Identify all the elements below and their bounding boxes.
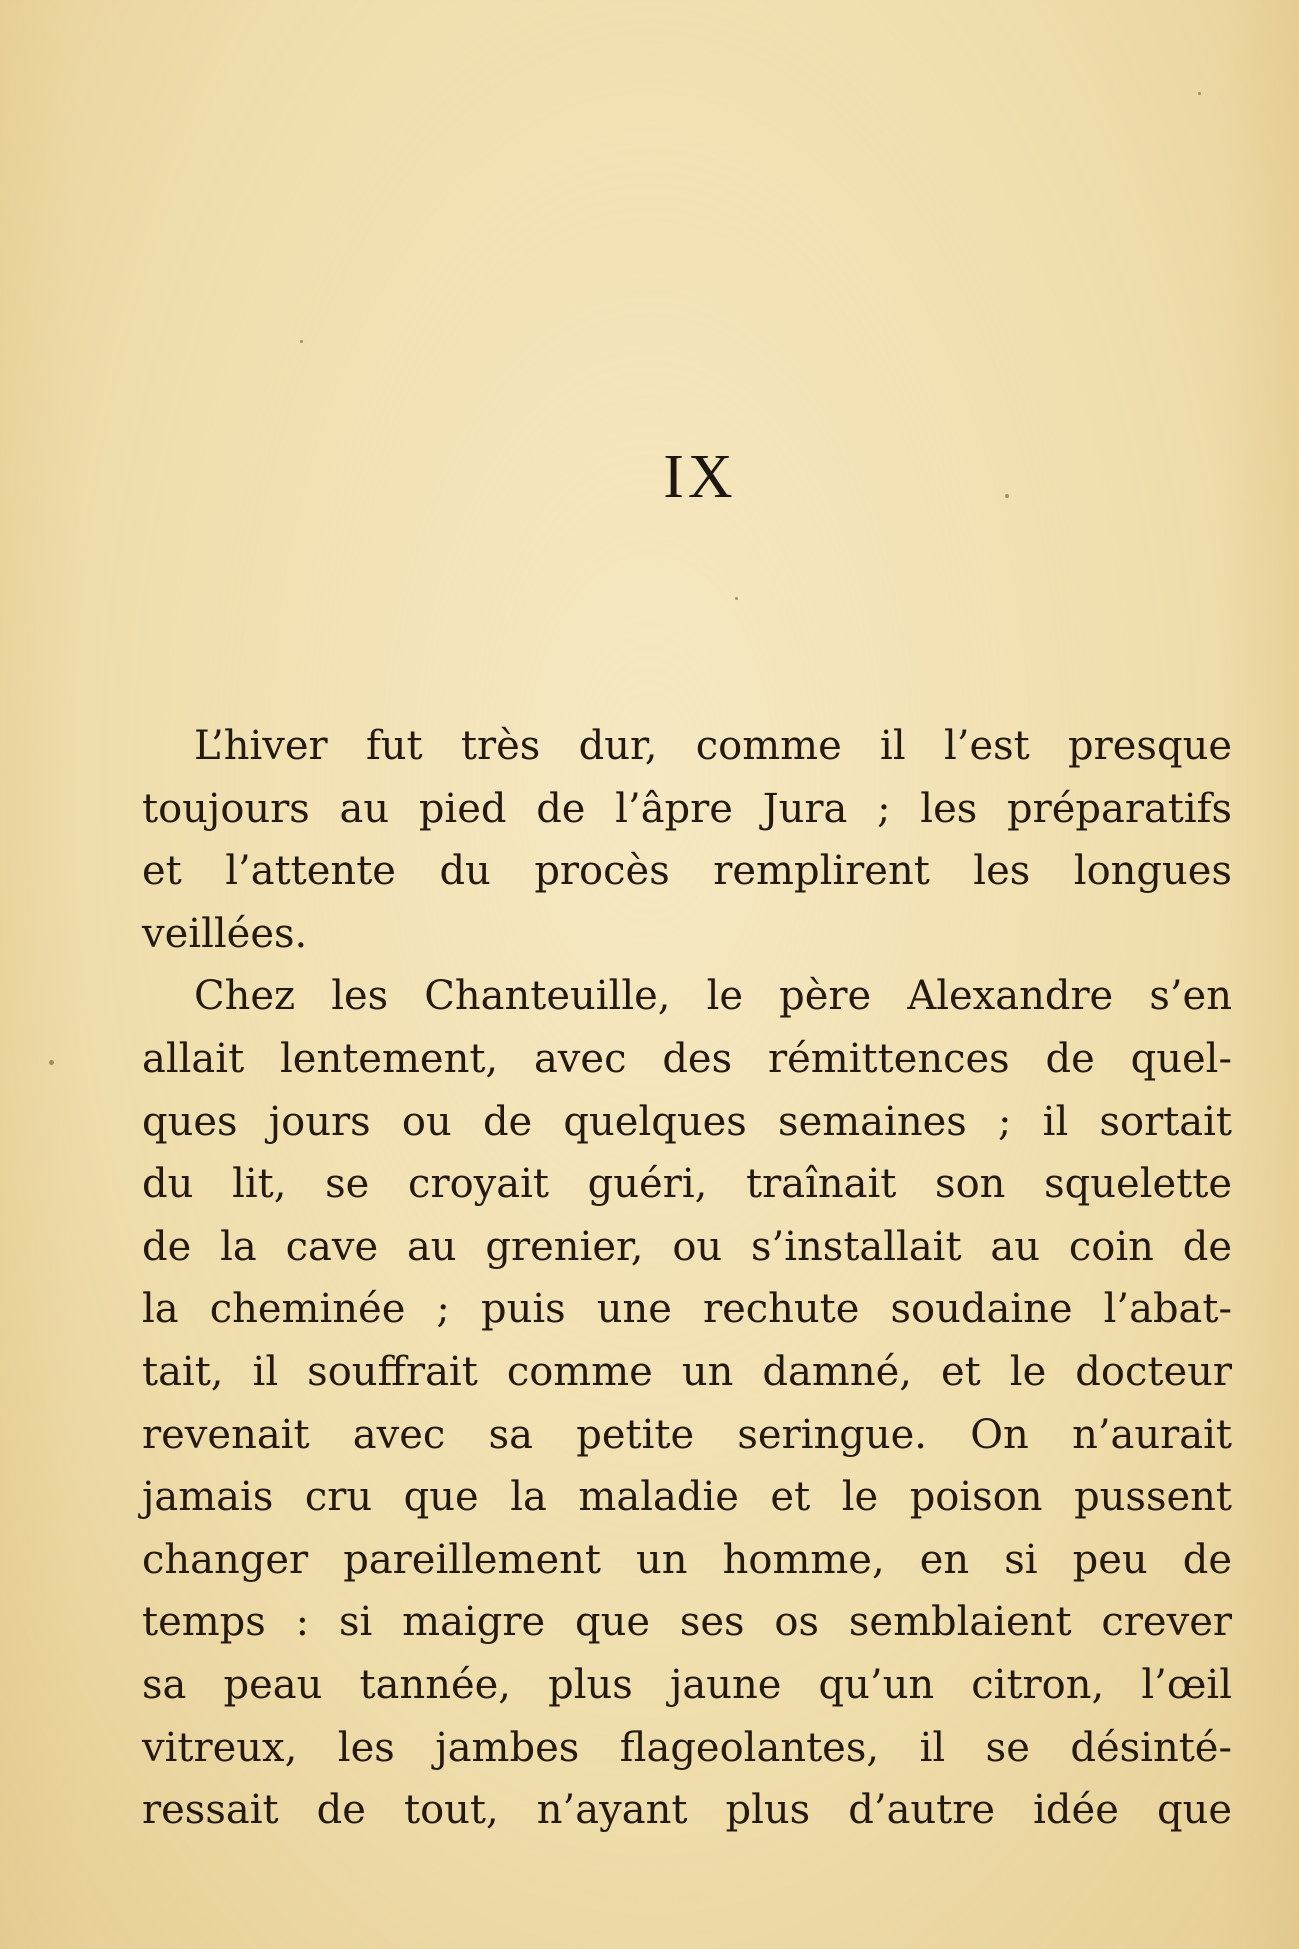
text-line: changer pareillement un homme, en si peu de — [142, 1536, 1232, 1583]
chapter-numeral: IX — [663, 443, 737, 511]
text-line: du lit, se croyait guéri, traînait son squelette — [142, 1161, 1232, 1208]
text-line: allait lentement, avec des rémittences de quel- — [142, 1035, 1232, 1082]
chapter-body-text — [142, 715, 1232, 1842]
text-line: Chez les Chanteuille, le père Alexandre s’en — [194, 973, 1232, 1020]
paragraph — [142, 715, 1232, 965]
text-line: jamais cru que la maladie et le poison pussent — [142, 1474, 1232, 1521]
text-line: ques jours ou de quelques semaines ; il sortait — [142, 1098, 1232, 1145]
text-line: tait, il souffrait comme un damné, et le docteur — [142, 1348, 1232, 1395]
text-line: et l’attente du procès remplirent les longues — [142, 848, 1232, 895]
text-line: toujours au pied de l’âpre Jura ; les préparatifs — [142, 785, 1232, 832]
text-line: ressait de tout, n’ayant plus d’autre idée que — [142, 1787, 1232, 1834]
text-line: sa peau tannée, plus jaune qu’un citron, l’œil — [142, 1661, 1232, 1708]
paper-speck — [1005, 494, 1009, 498]
text-line: veillées. — [142, 910, 308, 957]
text-line: temps : si maigre que ses os semblaient crever — [142, 1599, 1232, 1646]
text-line: de la cave au grenier, ou s’installait au coin de — [142, 1223, 1232, 1270]
paper-speck — [1198, 92, 1201, 95]
paragraph — [142, 965, 1232, 1841]
text-line: revenait avec sa petite seringue. On n’aurait — [142, 1411, 1232, 1458]
text-line: la cheminée ; puis une rechute soudaine l’abat- — [142, 1286, 1232, 1333]
text-line: L’hiver fut très dur, comme il l’est presque — [194, 723, 1232, 769]
paper-speck — [49, 1060, 54, 1065]
text-line: vitreux, les jambes flageolantes, il se désinté- — [142, 1724, 1232, 1771]
paper-speck — [300, 340, 303, 343]
paper-speck — [735, 597, 738, 600]
